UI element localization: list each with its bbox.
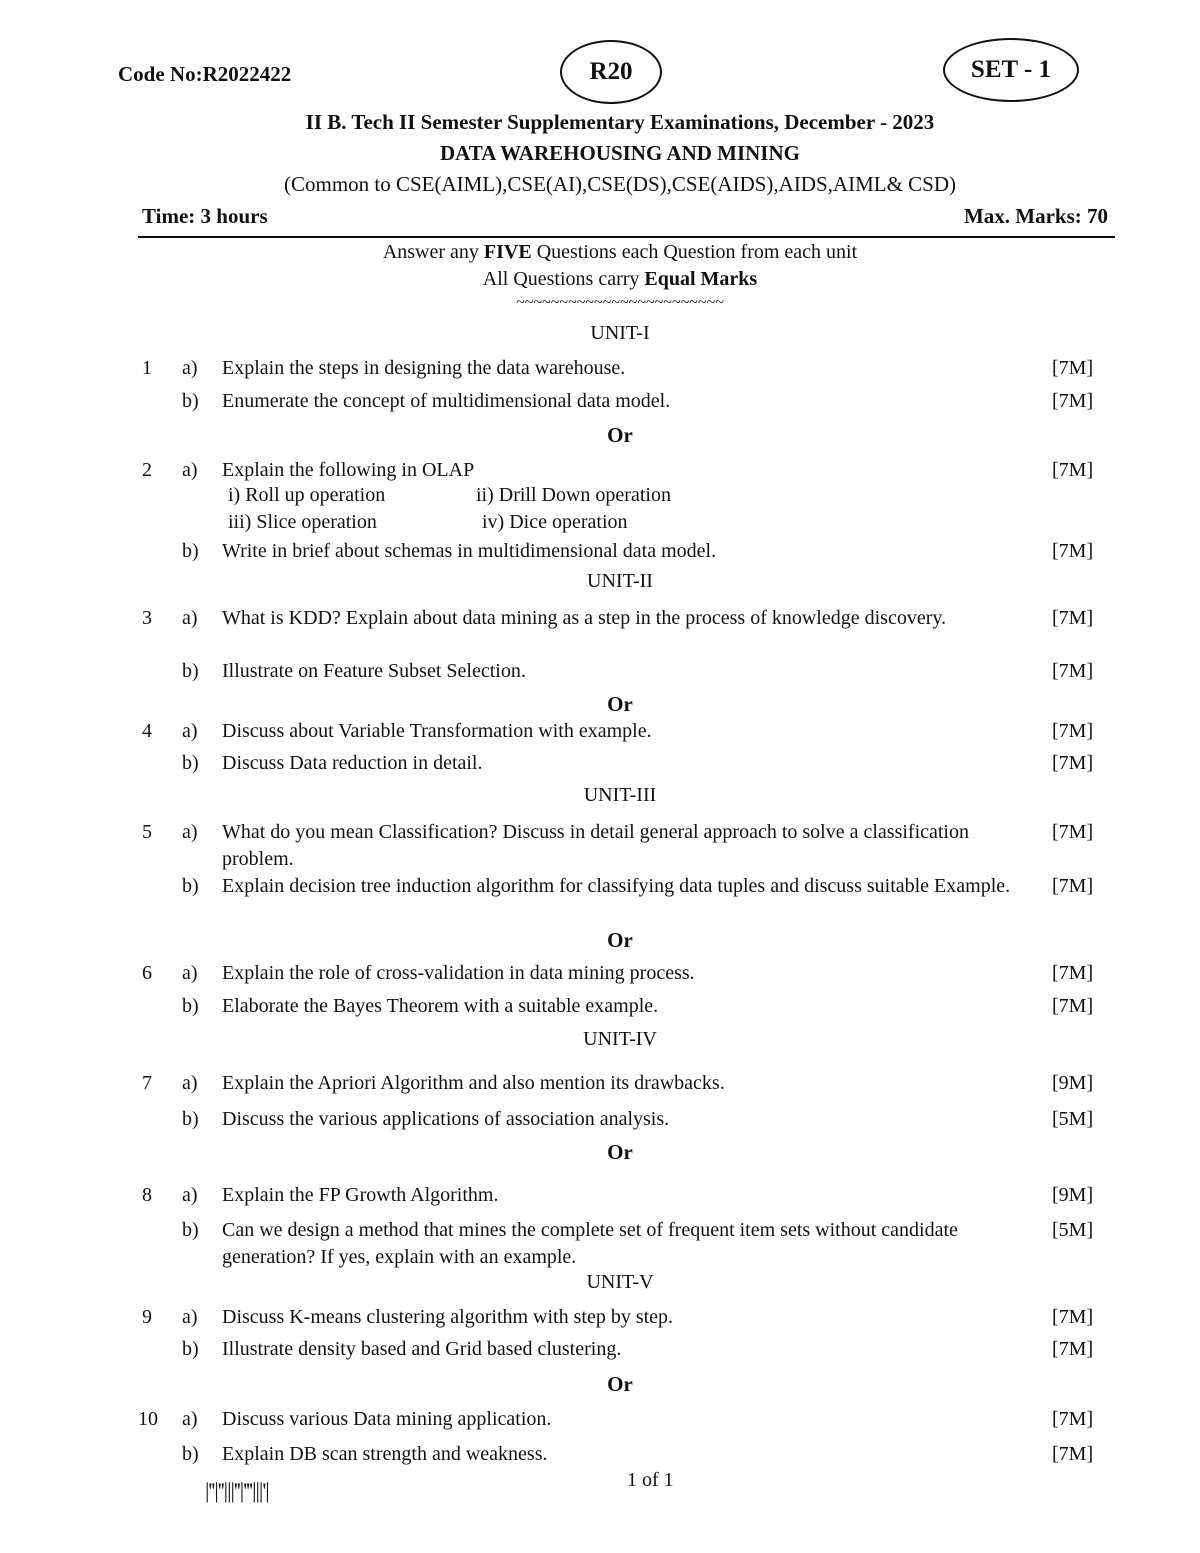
marks-label: [7M] <box>1052 720 1094 742</box>
part-label: a) <box>182 1184 198 1206</box>
page-number: 1 of 1 <box>627 1469 674 1491</box>
marks-label: [7M] <box>1052 995 1094 1017</box>
question-text: Discuss the various applications of association analysis. <box>222 1108 670 1130</box>
question-text: Enumerate the concept of multidimensional data model. <box>222 390 671 412</box>
question-text: Can we design a method that mines the complete set of frequent item sets without candidate generation? If yes, explain with an example. <box>222 1219 958 1268</box>
part-label: a) <box>182 1408 198 1430</box>
common-to: (Common to CSE(AIML),CSE(AI),CSE(DS),CSE(AIDS),AIDS,AIML& CSD) <box>283 172 956 196</box>
part-label: a) <box>182 720 198 742</box>
marks-label: [9M] <box>1052 1072 1094 1094</box>
question-number: 10 <box>138 1408 158 1430</box>
set-label: SET - 1 <box>970 56 1052 83</box>
unit-heading: UNIT-II <box>587 570 653 592</box>
regulation-label: R20 <box>589 58 633 85</box>
marks-label: [7M] <box>1052 660 1094 682</box>
or-divider: Or <box>607 423 633 447</box>
marks-label: [7M] <box>1052 540 1094 562</box>
question-text: Explain the role of cross-validation in data mining process. <box>222 962 695 984</box>
question-text: Explain the steps in designing the data warehouse. <box>222 357 626 379</box>
question-text: Explain decision tree induction algorithm for classifying data tuples and discuss suitable Example. <box>222 875 1011 897</box>
part-label: b) <box>182 540 199 562</box>
part-label: a) <box>182 607 198 629</box>
part-label: b) <box>182 390 199 412</box>
set-badge <box>943 38 1079 102</box>
question-text: Illustrate on Feature Subset Selection. <box>222 660 526 682</box>
question-text: What is KDD? Explain about data mining as a step in the process of knowledge discovery. <box>222 607 947 629</box>
instruction-line-1: Answer any FIVE Questions each Question from each unit <box>382 241 858 263</box>
marks-label: [7M] <box>1052 357 1094 379</box>
unit-heading: UNIT-V <box>586 1271 654 1293</box>
question-text: Discuss Data reduction in detail. <box>222 752 483 774</box>
tilde-separator: ~~~~~~~~~~~~~~~~~~~~~~~~ <box>516 294 724 311</box>
subject-title: DATA WAREHOUSING AND MINING <box>440 141 800 165</box>
question-number: 6 <box>142 962 152 984</box>
question-number: 4 <box>142 720 152 742</box>
question-number: 8 <box>142 1184 152 1206</box>
marks-label: [7M] <box>1052 821 1094 843</box>
question-text: Illustrate density based and Grid based clustering. <box>222 1338 622 1360</box>
unit-heading: UNIT-III <box>583 784 657 806</box>
part-label: a) <box>182 821 198 843</box>
sub-item: ii) Drill Down operation <box>476 484 671 506</box>
question-number: 1 <box>142 357 152 379</box>
question-text: Explain DB scan strength and weakness. <box>222 1443 548 1465</box>
or-divider: Or <box>607 692 633 716</box>
marks-label: [7M] <box>1052 752 1094 774</box>
part-label: b) <box>182 1338 199 1360</box>
code-number: Code No:R2022422 <box>118 62 292 86</box>
barcode: |''|''|||''|'''|||'| <box>205 1478 269 1503</box>
marks-label: [7M] <box>1052 1408 1094 1430</box>
question-text: Discuss about Variable Transformation with example. <box>222 720 652 742</box>
question-text: Discuss various Data mining application. <box>222 1408 552 1430</box>
marks-label: [9M] <box>1052 1184 1094 1206</box>
part-label: b) <box>182 995 199 1017</box>
sub-item: iii) Slice operation <box>228 511 377 533</box>
marks-label: [7M] <box>1052 1306 1094 1328</box>
instruction-line-2: All Questions carry Equal Marks <box>482 268 758 290</box>
header-rule <box>138 236 1115 238</box>
marks-label: [7M] <box>1052 875 1094 897</box>
regulation-badge <box>560 40 662 104</box>
marks-label: [7M] <box>1052 962 1094 984</box>
marks-label: [7M] <box>1052 607 1094 629</box>
part-label: b) <box>182 1443 199 1465</box>
unit-heading: UNIT-I <box>590 322 650 344</box>
part-label: b) <box>182 1219 199 1241</box>
question-text: Explain the FP Growth Algorithm. <box>222 1184 499 1206</box>
or-divider: Or <box>607 1372 633 1396</box>
part-label: b) <box>182 752 199 774</box>
question-number: 9 <box>142 1306 152 1328</box>
marks-label: [7M] <box>1052 1443 1094 1465</box>
or-divider: Or <box>607 928 633 952</box>
question-text: Discuss K-means clustering algorithm with step by step. <box>222 1306 674 1328</box>
question-number: 2 <box>142 459 152 481</box>
time-allowed: Time: 3 hours <box>142 204 268 228</box>
part-label: b) <box>182 660 199 682</box>
part-label: b) <box>182 875 199 897</box>
part-label: a) <box>182 1306 198 1328</box>
marks-label: [7M] <box>1052 390 1094 412</box>
part-label: a) <box>182 962 198 984</box>
question-number: 7 <box>142 1072 152 1094</box>
marks-label: [7M] <box>1052 1338 1094 1360</box>
exam-title: II B. Tech II Semester Supplementary Examinations, December - 2023 <box>305 110 935 134</box>
question-text: What do you mean Classification? Discuss in detail general approach to solve a classification problem. <box>222 821 969 870</box>
question-text: Explain the following in OLAP <box>222 459 475 481</box>
part-label: a) <box>182 459 198 481</box>
part-label: a) <box>182 1072 198 1094</box>
part-label: b) <box>182 1108 199 1130</box>
question-number: 5 <box>142 821 152 843</box>
marks-label: [7M] <box>1052 459 1094 481</box>
marks-label: [5M] <box>1052 1219 1094 1241</box>
question-text: Elaborate the Bayes Theorem with a suitable example. <box>222 995 659 1017</box>
sub-item: iv) Dice operation <box>482 511 628 533</box>
max-marks: Max. Marks: 70 <box>963 204 1108 228</box>
question-text: Explain the Apriori Algorithm and also mention its drawbacks. <box>222 1072 725 1094</box>
or-divider: Or <box>607 1140 633 1164</box>
unit-heading: UNIT-IV <box>583 1028 657 1050</box>
part-label: a) <box>182 357 198 379</box>
sub-item: i) Roll up operation <box>228 484 386 506</box>
question-text: Write in brief about schemas in multidimensional data model. <box>222 540 717 562</box>
marks-label: [5M] <box>1052 1108 1094 1130</box>
question-number: 3 <box>142 607 152 629</box>
